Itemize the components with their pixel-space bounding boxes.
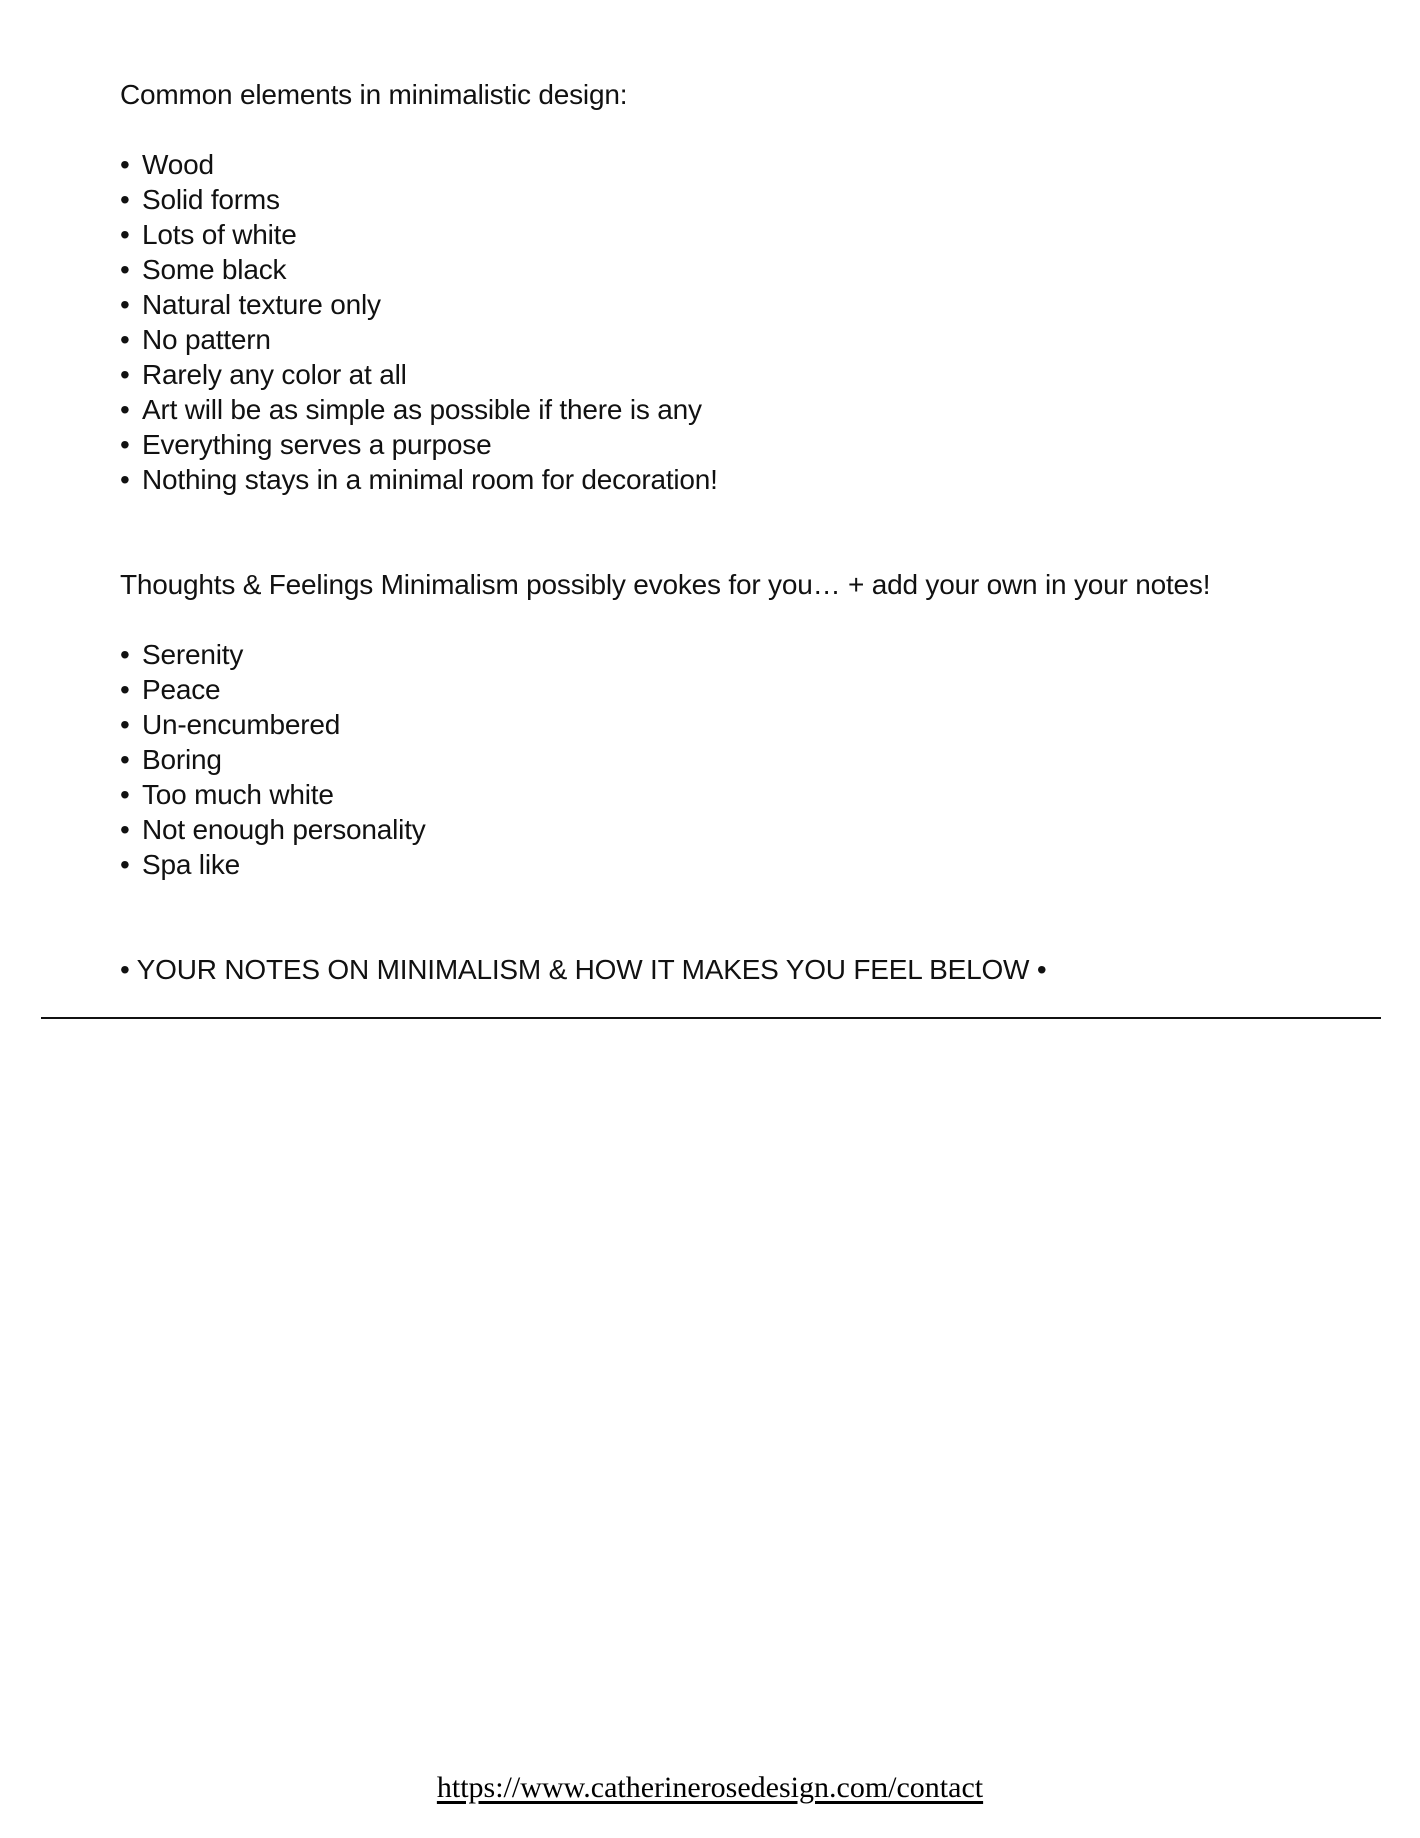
common-elements-list (120, 147, 718, 497)
notes-heading: • YOUR NOTES ON MINIMALISM & HOW IT MAKES YOU FEEL BELOW • (120, 954, 1047, 985)
bullet-icon: • (120, 359, 130, 390)
list-item: • Boring (120, 744, 222, 775)
bullet-icon: • (120, 254, 130, 285)
bullet-icon: • (120, 849, 130, 880)
feelings-heading: Thoughts & Feelings Minimalism possibly evokes for you… + add your own in your notes! (120, 569, 1211, 600)
list-item: • Everything serves a purpose (120, 429, 492, 460)
list-item: • Peace (120, 674, 221, 705)
feelings-list (120, 637, 426, 882)
list-item: • Art will be as simple as possible if there is any (120, 394, 702, 425)
bullet-icon: • (120, 779, 130, 810)
list-item: • Rarely any color at all (120, 359, 407, 390)
list-item: • Too much white (120, 779, 334, 810)
common-elements-heading: Common elements in minimalistic design: (120, 79, 628, 110)
contact-link[interactable]: https://www.catherinerosedesign.com/contact (436, 1771, 984, 1804)
list-item: • Natural texture only (120, 289, 381, 320)
bullet-icon: • (120, 464, 130, 495)
bullet-icon: • (120, 639, 130, 670)
list-item: • Lots of white (120, 219, 297, 250)
list-item: • No pattern (120, 324, 271, 355)
bullet-icon: • (120, 814, 130, 845)
bullet-icon: • (120, 184, 130, 215)
list-item: • Some black (120, 254, 287, 285)
list-item: • Wood (120, 149, 214, 180)
list-item: • Spa like (120, 849, 241, 880)
list-item: • Serenity (120, 639, 244, 670)
bullet-icon: • (120, 744, 130, 775)
list-item: • Nothing stays in a minimal room for decoration! (120, 464, 718, 495)
bullet-icon: • (120, 429, 130, 460)
bullet-icon: • (120, 289, 130, 320)
list-item: • Solid forms (120, 184, 280, 215)
bullet-icon: • (120, 219, 130, 250)
bullet-icon: • (120, 709, 130, 740)
list-item: • Un-encumbered (120, 709, 341, 740)
list-item: • Not enough personality (120, 814, 426, 845)
bullet-icon: • (120, 394, 130, 425)
bullet-icon: • (120, 324, 130, 355)
bullet-icon: • (120, 149, 130, 180)
notes-divider (41, 1017, 1381, 1019)
bullet-icon: • (120, 674, 130, 705)
